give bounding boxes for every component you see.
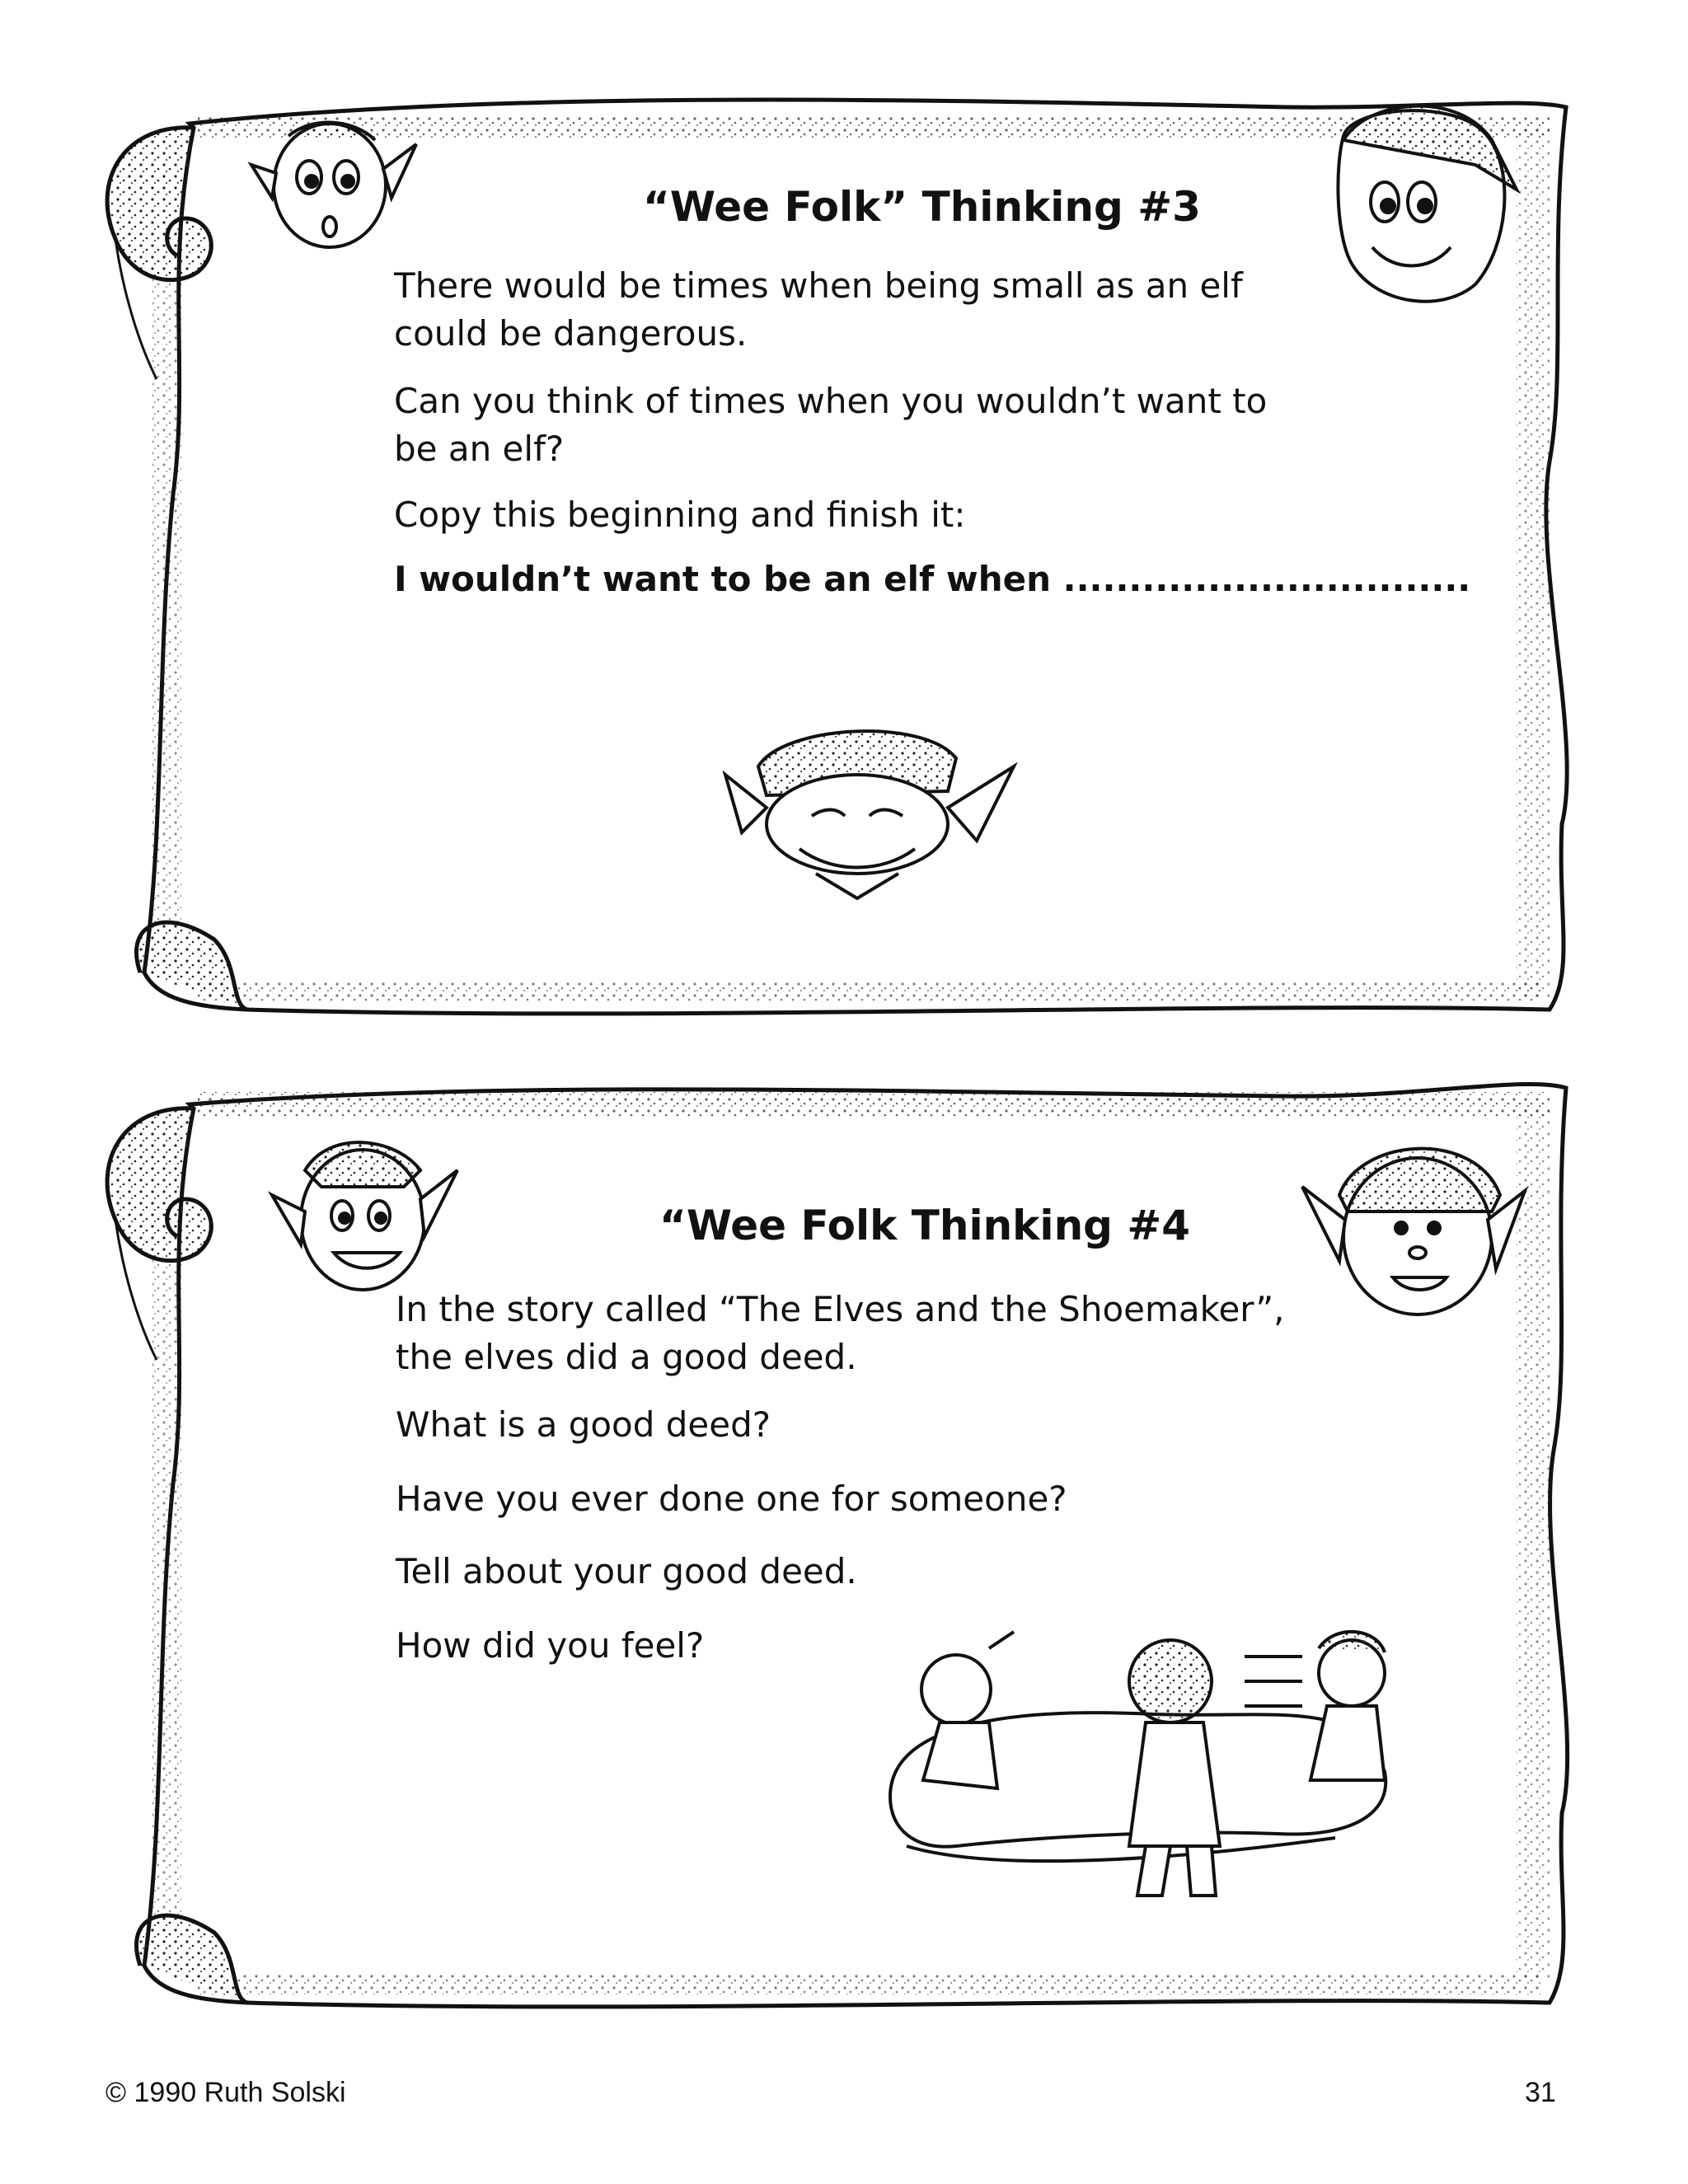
card-paragraph: Copy this beginning and finish it: xyxy=(394,494,966,535)
card-paragraph: could be dangerous. xyxy=(394,313,748,354)
card-paragraph: the elves did a good deed. xyxy=(396,1337,857,1377)
card-prompt: I wouldn’t want to be an elf when ............................... xyxy=(394,559,1471,599)
card-paragraph: Tell about your good deed. xyxy=(396,1551,857,1591)
card-paragraph: be an elf? xyxy=(394,429,565,469)
card-paragraph: There would be times when being small as an elf xyxy=(394,265,1243,306)
copyright: © 1990 Ruth Solski xyxy=(106,2077,346,2108)
card-paragraph: What is a good deed? xyxy=(396,1404,771,1445)
card-paragraph: In the story called “The Elves and the Shoemaker”, xyxy=(396,1289,1285,1329)
card-paragraph: How did you feel? xyxy=(396,1625,705,1666)
card-title: “Wee Folk Thinking #4 xyxy=(659,1202,1191,1249)
card-paragraph: Have you ever done one for someone? xyxy=(396,1479,1067,1519)
card-title: “Wee Folk” Thinking #3 xyxy=(643,183,1201,231)
page-number: 31 xyxy=(1525,2077,1556,2108)
card-paragraph: Can you think of times when you wouldn’t want to xyxy=(394,381,1268,421)
